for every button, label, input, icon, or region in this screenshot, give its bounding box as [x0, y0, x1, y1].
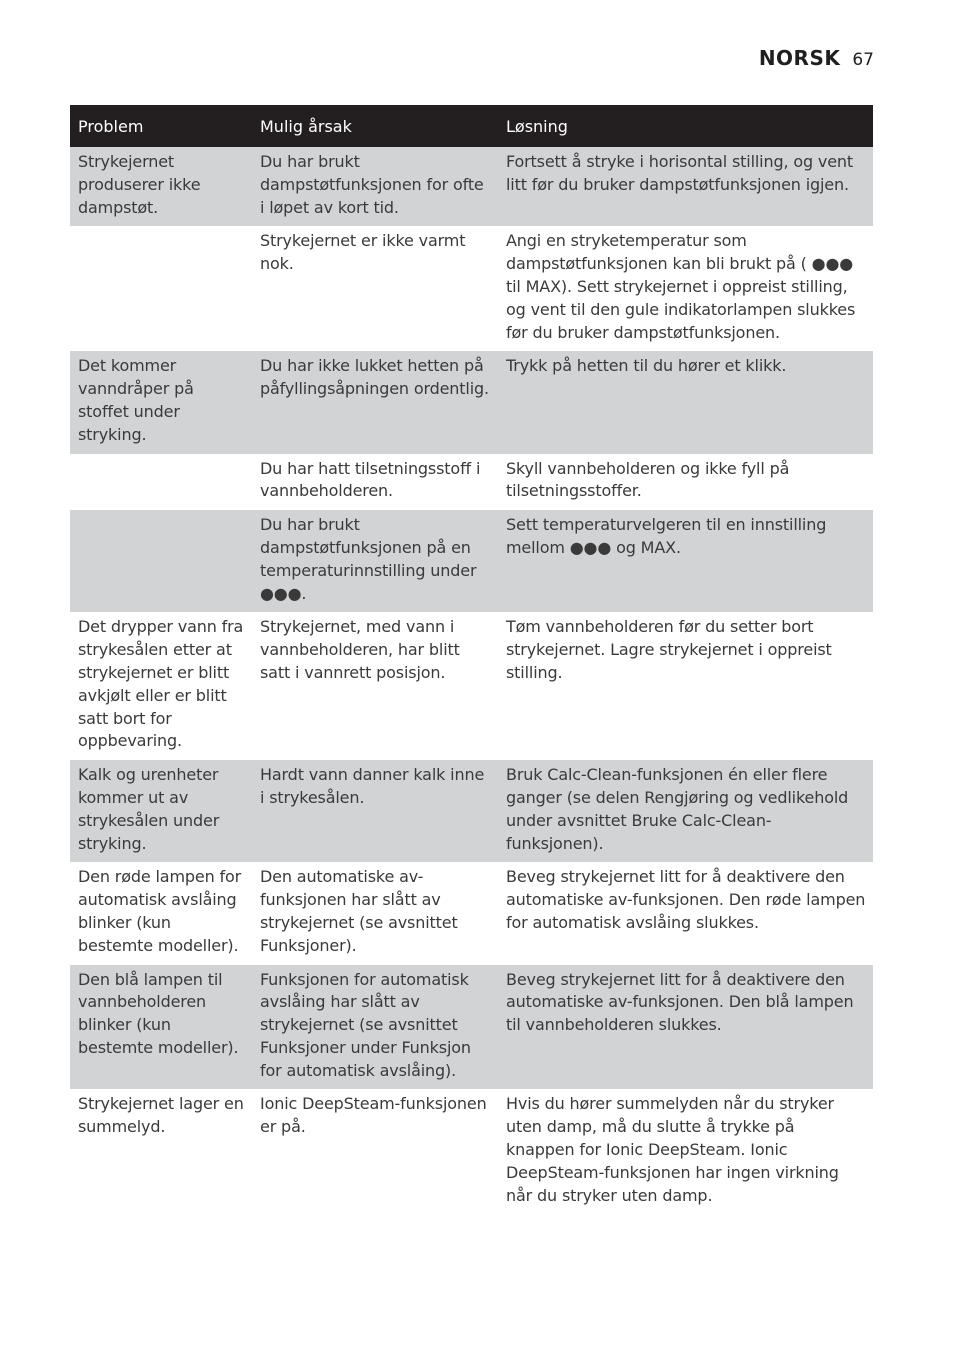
solution-cell: Beveg strykejernet litt for å deaktivere den automatiske av-funksjonen. Den blå lampen til vannbeholderen slukkes.: [498, 965, 873, 1090]
table-row: [70, 1089, 873, 1214]
solution-cell: Hvis du hører summelyden når du stryker uten damp, må du slutte å trykke på knappen for Ionic DeepSteam. Ionic DeepSteam-funksjonen har ingen virkning når du stryker uten damp.: [506, 1094, 839, 1205]
problem-cell: [70, 454, 252, 511]
table-row: [70, 226, 873, 351]
solution-cell: Trykk på hetten til du hører et klikk.: [498, 351, 873, 453]
table-header-row: [70, 105, 873, 147]
table-row: [70, 510, 873, 612]
problem-cell: Den røde lampen for automatisk avslåing blinker (kun bestemte modeller).: [78, 867, 242, 955]
cause-cell: Du har ikke lukket hetten på påfyllingsåpningen ordentlig.: [252, 351, 498, 453]
troubleshooting-table: [70, 105, 873, 1214]
table-row: [70, 965, 873, 1090]
solution-cell: Tøm vannbeholderen før du setter bort strykejernet. Lagre strykejernet i oppreist stilling.: [506, 617, 832, 682]
page-header: [759, 46, 874, 70]
solution-cell: Beveg strykejernet litt for å deaktivere den automatiske av-funksjonen. Den røde lampen for automatisk avslåing slukkes.: [506, 867, 866, 932]
solution-cell: Sett temperaturvelgeren til en innstilling mellom ●●● og MAX.: [498, 510, 873, 612]
table-row: [70, 147, 873, 226]
cause-cell: Du har brukt dampstøtfunksjonen på en temperaturinnstilling under ●●●.: [252, 510, 498, 612]
column-header-solution: Løsning: [498, 105, 873, 147]
solution-cell: Bruk Calc-Clean-funksjonen én eller flere ganger (se delen Rengjøring og vedlikehold under avsnittet Bruke Calc-Clean-funksjonen).: [498, 760, 873, 862]
table-row: [70, 760, 873, 862]
cause-cell: Hardt vann danner kalk inne i strykesålen.: [252, 760, 498, 862]
problem-cell: Kalk og urenheter kommer ut av strykesålen under stryking.: [70, 760, 252, 862]
solution-cell: Fortsett å stryke i horisontal stilling, og vent litt før du bruker dampstøtfunksjonen igjen.: [498, 147, 873, 226]
problem-cell: [70, 226, 252, 351]
solution-cell: Angi en stryketemperatur som dampstøtfunksjonen kan bli brukt på ( ●●● til MAX). Sett strykejernet i oppreist stilling, og vent til den gule indikatorlampen slukkes før du bruker dampstøtfunksjonen.: [506, 231, 856, 342]
column-header-cause: Mulig årsak: [252, 105, 498, 147]
cause-cell: Ionic DeepSteam-funksjonen er på.: [260, 1094, 487, 1137]
problem-cell: Det kommer vanndråper på stoffet under stryking.: [70, 351, 252, 453]
table-row: [70, 454, 873, 511]
cause-cell: Strykejernet er ikke varmt nok.: [260, 231, 466, 274]
cause-cell: Du har hatt tilsetningsstoff i vannbeholderen.: [260, 458, 481, 501]
page-number: 67: [852, 50, 874, 70]
section-language-label: NORSK: [758, 46, 841, 70]
table-row: [70, 351, 873, 453]
column-header-problem: Problem: [70, 105, 252, 147]
cause-cell: Funksjonen for automatisk avslåing har slått av strykejernet (se avsnittet Funksjoner under Funksjon for automatisk avslåing).: [252, 965, 498, 1090]
cause-cell: Strykejernet, med vann i vannbeholderen, har blitt satt i vannrett posisjon.: [260, 617, 460, 682]
cause-cell: Den automatiske av-funksjonen har slått av strykejernet (se avsnittet Funksjoner).: [260, 867, 458, 955]
problem-cell: Strykejernet produserer ikke dampstøt.: [70, 147, 252, 226]
cause-cell: Du har brukt dampstøtfunksjonen for ofte i løpet av kort tid.: [252, 147, 498, 226]
problem-cell: Strykejernet lager en summelyd.: [78, 1094, 244, 1137]
table-row: [70, 612, 873, 760]
problem-cell: [70, 510, 252, 612]
table-row: [70, 862, 873, 964]
problem-cell: Det drypper vann fra strykesålen etter at strykejernet er blitt avkjølt eller er blitt satt bort for oppbevaring.: [78, 617, 244, 751]
problem-cell: Den blå lampen til vannbeholderen blinker (kun bestemte modeller).: [70, 965, 252, 1090]
solution-cell: Skyll vannbeholderen og ikke fyll på tilsetningsstoffer.: [506, 458, 790, 501]
